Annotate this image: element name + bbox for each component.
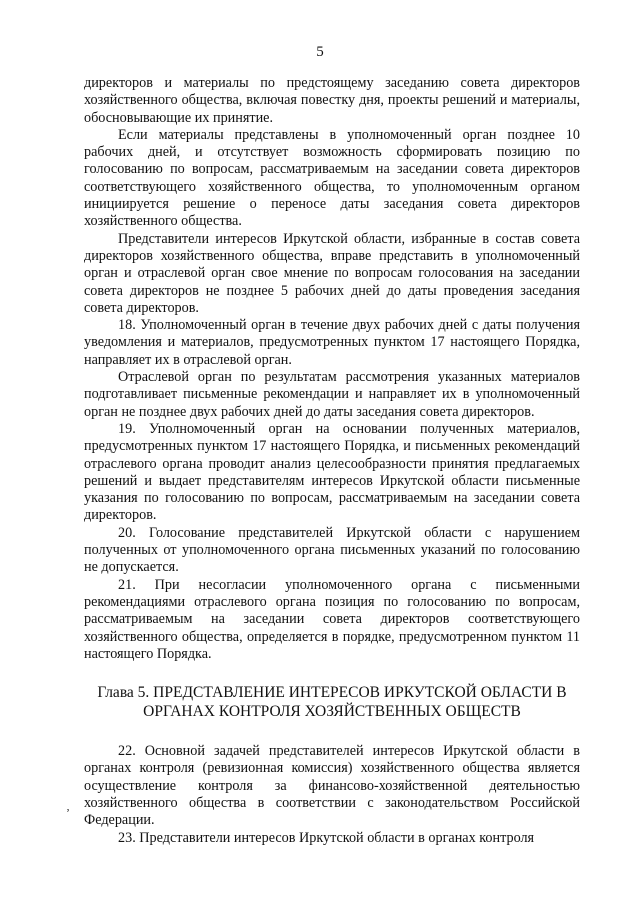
paragraph-materials-late: Если материалы представлены в уполномоченный орган позднее 10 рабочих дней, и отсутствует возможность сформировать позицию по голосованию по вопросам, рассматриваемым на заседании совета директоров соответствующего хозяйственного общества, то уполномоченным органом инициируется решение о переносе даты заседания совета директоров хозяйственного общества. (84, 126, 580, 230)
chapter-heading (84, 683, 580, 721)
paragraph-representatives-opinion: Представители интересов Иркутской области, избранные в состав совета директоров хозяйственного общества, вправе представить в уполномоченный орган и отраслевой орган свое мнение по вопросам голосования на заседании совета директоров не позднее 5 рабочих дней до даты проведения заседания совета директоров. (84, 230, 580, 316)
margin-mark: ʼ (66, 806, 70, 820)
document-body (84, 75, 580, 847)
paragraph-continuation: директоров и материалы по предстоящему заседанию совета директоров хозяйственного общества, включая повестку дня, проекты решений и материалы, обосновывающие их принятие. (84, 75, 580, 126)
paragraph-item-21: 21. При несогласии уполномоченного органа с письменными рекомендациями отраслевого органа позиция по голосованию по вопросам, рассматриваемым на заседании совета директоров соответствующего хозяйственного общества, определяется в порядке, предусмотренном пунктом 11 настоящего Порядка. (84, 576, 580, 662)
paragraph-item-20: 20. Голосование представителей Иркутской области с нарушением полученных от уполномоченного органа письменных указаний по голосованию не допускается. (84, 524, 580, 576)
paragraph-item-23: 23. Представители интересов Иркутской области в органах контроля (118, 829, 535, 846)
paragraph-sector-recommendations: Отраслевой орган по результатам рассмотрения указанных материалов подготавливает письменные рекомендации и направляет их в уполномоченный орган не позднее двух рабочих дней до даты заседания совета директоров. (84, 369, 580, 420)
paragraph-item-18: 18. Уполномоченный орган в течение двух рабочих дней с даты получения уведомления и материалов, предусмотренных пунктом 17 настоящего Порядка, направляет их в отраслевой орган. (84, 317, 580, 368)
page-number: 5 (316, 44, 324, 60)
paragraph-item-19: 19. Уполномоченный орган на основании полученных материалов, предусмотренных пунктом 17 настоящего Порядка, и письменных рекомендаций отраслевого органа проводит анализ целесообразности принятия предлагаемых решений и выдает представителям интересов Иркутской области письменные указания по голосованию по вопросам, рассматриваемым на заседании совета директоров. (84, 420, 580, 524)
chapter-heading-line-2: ОРГАНАХ КОНТРОЛЯ ХОЗЯЙСТВЕННЫХ ОБЩЕСТВ (143, 703, 521, 721)
paragraph-item-22: 22. Основной задачей представителей интересов Иркутской области в органах контроля (ревизионная комиссия) хозяйственного общества является осуществление контроля за финансово-хозяйственной деятельностью хозяйственного общества в соответствии с законодательством Российской Федерации. (84, 743, 580, 829)
chapter-heading-line-1: Глава 5. ПРЕДСТАВЛЕНИЕ ИНТЕРЕСОВ ИРКУТСКОЙ ОБЛАСТИ В (97, 684, 567, 702)
